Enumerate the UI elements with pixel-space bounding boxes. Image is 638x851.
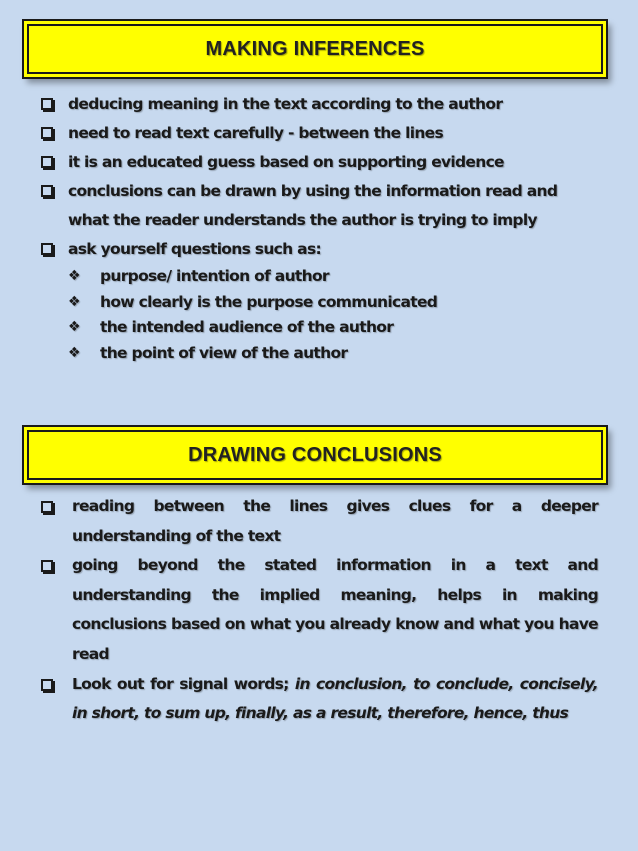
checkbox-square-icon [41,679,53,691]
list-item: ask yourself questions such as: ❖ purpose/ intention of author ❖ how clearly is the purpose communicated ❖ the intended audience of the author ❖ the point of view of the author [40,235,600,366]
checkbox-square-icon [41,560,53,572]
drawing-conclusions-title-box [27,430,603,480]
signal-words: in conclusion, to conclude, concisely, in short, to sum up, finally, as a result, therefore, hence, thus [72,674,598,723]
drawing-conclusions-list [40,492,598,729]
list-item: reading between the lines gives clues for a deeper understanding of the text [40,492,598,551]
four-diamond-icon: ❖ [68,268,80,284]
sub-list-item: ❖ the intended audience of the author [68,315,600,341]
checkbox-square-icon [41,127,53,139]
questions-sublist [68,264,600,366]
checkbox-square-icon [41,501,53,513]
four-diamond-icon: ❖ [68,293,80,310]
list-item: need to read text carefully - between the lines [40,119,600,148]
list-item: going beyond the stated information in a text and understanding the implied meaning, helps in making conclusions based on what you already know and what you have read [40,551,598,669]
checkbox-square-icon [41,156,53,168]
list-item: conclusions can be drawn by using the information read and what the reader understands the author is trying to imply [40,177,600,235]
sub-list-item: ❖ the point of view of the author [68,341,600,367]
checkbox-square-icon [41,243,53,255]
making-inferences-title: MAKING INFERENCES [205,37,425,60]
list-item: it is an educated guess based on supporting evidence [40,148,600,177]
list-item [40,670,598,729]
signal-words-intro: Look out for signal words; [72,674,289,693]
four-diamond-icon: ❖ [68,319,80,335]
making-inferences-list [40,90,600,366]
sub-list-item: ❖ how clearly is the purpose communicated [68,290,600,316]
four-diamond-icon: ❖ [68,344,80,361]
list-item: deducing meaning in the text according to the author [40,90,600,119]
checkbox-square-icon [41,98,53,110]
sub-list-item: ❖ purpose/ intention of author [68,264,600,290]
drawing-conclusions-title: DRAWING CONCLUSIONS [188,443,442,466]
making-inferences-title-box [27,24,603,74]
checkbox-square-icon [41,185,53,197]
